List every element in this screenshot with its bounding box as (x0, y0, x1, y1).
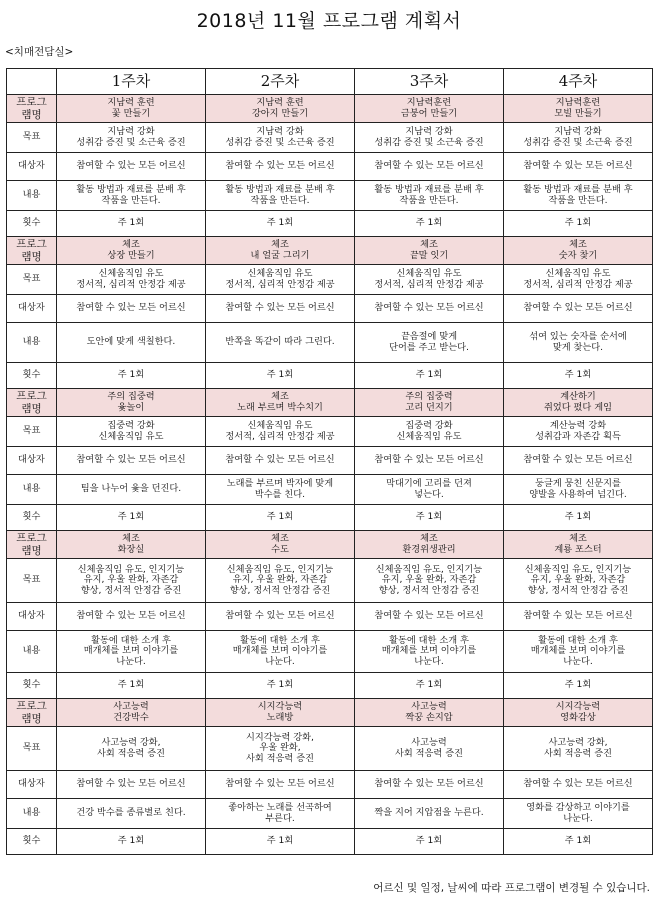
goal-cell: 지남력 강화 성취감 증진 및 소근육 증진 (206, 123, 355, 153)
content-cell: 활동에 대한 소개 후 매개체를 보며 이야기를 나눈다. (206, 631, 355, 673)
target-cell: 참여할 수 있는 모든 어르신 (206, 153, 355, 181)
goal-cell: 집중력 강화 신체움직임 유도 (57, 417, 206, 447)
frequency-cell: 주 1회 (355, 829, 504, 855)
frequency-cell: 주 1회 (206, 829, 355, 855)
program-plan-table (6, 68, 653, 855)
content-cell: 막대기에 고리를 던져 넣는다. (355, 475, 504, 505)
target-row (7, 447, 653, 475)
target-row (7, 603, 653, 631)
frequency-cell: 주 1회 (57, 363, 206, 389)
program-name-cell: 지남력훈련 모빌 만들기 (504, 95, 653, 123)
target-cell: 참여할 수 있는 모든 어르신 (206, 295, 355, 323)
frequency-row (7, 829, 653, 855)
content-cell: 활동에 대한 소개 후 매개체를 보며 이야기를 나눈다. (57, 631, 206, 673)
program-name-cell: 주의 집중력 윷놀이 (57, 389, 206, 417)
content-cell: 좋아하는 노래를 선곡하여 부른다. (206, 799, 355, 829)
frequency-row (7, 211, 653, 237)
frequency-label: 횟수 (7, 829, 57, 855)
program-name-cell: 체조 환경위생관리 (355, 531, 504, 559)
content-cell: 둥글게 뭉친 신문지를 양발을 사용하여 넘긴다. (504, 475, 653, 505)
target-cell: 참여할 수 있는 모든 어르신 (355, 603, 504, 631)
program-name-cell: 체조 끝말 잇기 (355, 237, 504, 265)
content-cell: 건강 박수를 종류별로 친다. (57, 799, 206, 829)
goal-cell: 시지각능력 강화, 우울 완화, 사회 적응력 증진 (206, 727, 355, 771)
frequency-label: 횟수 (7, 673, 57, 699)
goal-label: 목표 (7, 417, 57, 447)
page-title: 2018년 11월 프로그램 계획서 (196, 10, 462, 32)
target-label: 대상자 (7, 603, 57, 631)
frequency-cell: 주 1회 (57, 505, 206, 531)
content-row (7, 475, 653, 505)
content-cell: 도안에 맞게 색칠한다. (57, 323, 206, 363)
department-label: <치매전담실> (5, 46, 74, 58)
content-cell: 짝을 지어 지압점을 누른다. (355, 799, 504, 829)
program-name-row (7, 531, 653, 559)
content-cell: 팀을 나누어 윷을 던진다. (57, 475, 206, 505)
goal-cell: 신체움직임 유도 정서적, 심리적 안정감 제공 (57, 265, 206, 295)
content-row (7, 799, 653, 829)
frequency-cell: 주 1회 (206, 211, 355, 237)
program-name-cell: 지남력 훈련 꽃 만들기 (57, 95, 206, 123)
goal-cell: 신체움직임 유도 정서적, 심리적 안정감 제공 (206, 265, 355, 295)
target-cell: 참여할 수 있는 모든 어르신 (355, 153, 504, 181)
week-header: 3주차 (355, 69, 504, 95)
goal-cell: 지남력 강화 성취감 증진 및 소근육 증진 (57, 123, 206, 153)
target-cell: 참여할 수 있는 모든 어르신 (206, 771, 355, 799)
target-cell: 참여할 수 있는 모든 어르신 (504, 153, 653, 181)
frequency-cell: 주 1회 (57, 829, 206, 855)
target-cell: 참여할 수 있는 모든 어르신 (206, 447, 355, 475)
goal-row (7, 559, 653, 603)
program-name-cell: 지남력 훈련 강아지 만들기 (206, 95, 355, 123)
frequency-cell: 주 1회 (206, 673, 355, 699)
program-name-cell: 체조 내 얼굴 그리기 (206, 237, 355, 265)
goal-cell: 사고능력 사회 적응력 증진 (355, 727, 504, 771)
target-cell: 참여할 수 있는 모든 어르신 (355, 295, 504, 323)
target-cell: 참여할 수 있는 모든 어르신 (504, 447, 653, 475)
goal-row (7, 123, 653, 153)
frequency-cell: 주 1회 (57, 673, 206, 699)
frequency-label: 횟수 (7, 505, 57, 531)
content-cell: 영화를 감상하고 이야기를 나눈다. (504, 799, 653, 829)
program-name-cell: 지남력훈련 금붕어 만들기 (355, 95, 504, 123)
target-cell: 참여할 수 있는 모든 어르신 (504, 771, 653, 799)
content-cell: 활동 방법과 재료를 분배 후 작품을 만든다. (57, 181, 206, 211)
frequency-row (7, 505, 653, 531)
program-name-cell: 체조 숫자 찾기 (504, 237, 653, 265)
target-row (7, 153, 653, 181)
goal-cell: 신체움직임 유도, 인지기능 유지, 우울 완화, 자존감 향상, 정서적 안정감 증진 (57, 559, 206, 603)
program-name-row (7, 237, 653, 265)
frequency-cell: 주 1회 (206, 505, 355, 531)
goal-cell: 사고능력 강화, 사회 적응력 증진 (57, 727, 206, 771)
target-row (7, 771, 653, 799)
header-row (7, 69, 653, 95)
frequency-cell: 주 1회 (504, 505, 653, 531)
target-label: 대상자 (7, 447, 57, 475)
program-name-cell: 체조 상장 만들기 (57, 237, 206, 265)
program-name-row (7, 389, 653, 417)
target-cell: 참여할 수 있는 모든 어르신 (57, 603, 206, 631)
content-row (7, 323, 653, 363)
program-name-cell: 체조 노래 부르며 박수치기 (206, 389, 355, 417)
frequency-cell: 주 1회 (504, 363, 653, 389)
goal-label: 목표 (7, 559, 57, 603)
content-cell: 끝음절에 맞게 단어를 주고 받는다. (355, 323, 504, 363)
frequency-row (7, 363, 653, 389)
goal-cell: 신체움직임 유도 정서적, 심리적 안정감 제공 (355, 265, 504, 295)
content-label: 내용 (7, 181, 57, 211)
frequency-cell: 주 1회 (355, 505, 504, 531)
goal-label: 목표 (7, 265, 57, 295)
goal-cell: 계산능력 강화 성취감과 자존감 획득 (504, 417, 653, 447)
content-cell: 활동 방법과 재료를 분배 후 작품을 만든다. (355, 181, 504, 211)
program-name-label: 프로그 램명 (7, 699, 57, 727)
program-name-cell: 주의 집중력 고리 던지기 (355, 389, 504, 417)
frequency-cell: 주 1회 (504, 829, 653, 855)
footnote: 어르신 및 일정, 날씨에 따라 프로그램이 변경될 수 있습니다. (373, 882, 650, 894)
program-name-label: 프로그 램명 (7, 95, 57, 123)
program-name-label: 프로그 램명 (7, 389, 57, 417)
goal-row (7, 417, 653, 447)
content-cell: 활동 방법과 재료를 분배 후 작품을 만든다. (206, 181, 355, 211)
target-cell: 참여할 수 있는 모든 어르신 (57, 771, 206, 799)
program-name-row (7, 95, 653, 123)
content-cell: 노래를 부르며 박자에 맞게 박수를 친다. (206, 475, 355, 505)
program-name-label: 프로그 램명 (7, 531, 57, 559)
goal-cell: 지남력 강화 성취감 증진 및 소근육 증진 (355, 123, 504, 153)
content-label: 내용 (7, 799, 57, 829)
frequency-cell: 주 1회 (206, 363, 355, 389)
content-label: 내용 (7, 475, 57, 505)
content-cell: 활동에 대한 소개 후 매개체를 보며 이야기를 나눈다. (504, 631, 653, 673)
target-cell: 참여할 수 있는 모든 어르신 (57, 295, 206, 323)
program-name-cell: 시지각능력 노래방 (206, 699, 355, 727)
plan-body (7, 95, 653, 855)
frequency-row (7, 673, 653, 699)
goal-cell: 집중력 강화 신체움직임 유도 (355, 417, 504, 447)
target-label: 대상자 (7, 295, 57, 323)
target-cell: 참여할 수 있는 모든 어르신 (355, 447, 504, 475)
program-name-cell: 시지각능력 영화감상 (504, 699, 653, 727)
goal-row (7, 265, 653, 295)
goal-cell: 지남력 강화 성취감 증진 및 소근육 증진 (504, 123, 653, 153)
target-cell: 참여할 수 있는 모든 어르신 (57, 153, 206, 181)
program-name-row (7, 699, 653, 727)
target-cell: 참여할 수 있는 모든 어르신 (57, 447, 206, 475)
goal-row (7, 727, 653, 771)
content-row (7, 631, 653, 673)
target-cell: 참여할 수 있는 모든 어르신 (355, 771, 504, 799)
frequency-cell: 주 1회 (355, 363, 504, 389)
goal-cell: 신체움직임 유도 정서적, 심리적 안정감 제공 (206, 417, 355, 447)
content-cell: 활동 방법과 재료를 분배 후 작품을 만든다. (504, 181, 653, 211)
target-cell: 참여할 수 있는 모든 어르신 (504, 603, 653, 631)
target-cell: 참여할 수 있는 모든 어르신 (504, 295, 653, 323)
program-name-cell: 체조 수도 (206, 531, 355, 559)
goal-cell: 신체움직임 유도, 인지기능 유지, 우울 완화, 자존감 향상, 정서적 안정감 증진 (355, 559, 504, 603)
content-label: 내용 (7, 631, 57, 673)
program-name-cell: 체조 계룡 포스터 (504, 531, 653, 559)
target-label: 대상자 (7, 771, 57, 799)
frequency-cell: 주 1회 (355, 211, 504, 237)
goal-cell: 신체움직임 유도, 인지기능 유지, 우울 완화, 자존감 향상, 정서적 안정감 증진 (504, 559, 653, 603)
week-header: 2주차 (206, 69, 355, 95)
frequency-cell: 주 1회 (355, 673, 504, 699)
goal-label: 목표 (7, 727, 57, 771)
program-name-cell: 체조 화장실 (57, 531, 206, 559)
frequency-cell: 주 1회 (57, 211, 206, 237)
goal-cell: 신체움직임 유도, 인지기능 유지, 우울 완화, 자존감 향상, 정서적 안정감 증진 (206, 559, 355, 603)
corner-cell (7, 69, 57, 95)
content-cell: 섞여 있는 숫자를 순서에 맞게 찾는다. (504, 323, 653, 363)
content-cell: 반쪽을 똑같이 따라 그린다. (206, 323, 355, 363)
content-cell: 활동에 대한 소개 후 매개체를 보며 이야기를 나눈다. (355, 631, 504, 673)
frequency-label: 횟수 (7, 363, 57, 389)
target-label: 대상자 (7, 153, 57, 181)
frequency-cell: 주 1회 (504, 211, 653, 237)
content-label: 내용 (7, 323, 57, 363)
goal-cell: 신체움직임 유도 정서적, 심리적 안정감 제공 (504, 265, 653, 295)
week-header: 4주차 (504, 69, 653, 95)
content-row (7, 181, 653, 211)
target-row (7, 295, 653, 323)
frequency-label: 횟수 (7, 211, 57, 237)
program-name-cell: 사고능력 짝꿍 손지압 (355, 699, 504, 727)
program-name-label: 프로그 램명 (7, 237, 57, 265)
goal-label: 목표 (7, 123, 57, 153)
program-name-cell: 사고능력 건강박수 (57, 699, 206, 727)
program-name-cell: 계산하기 쥐었다 폈다 게임 (504, 389, 653, 417)
target-cell: 참여할 수 있는 모든 어르신 (206, 603, 355, 631)
goal-cell: 사고능력 강화, 사회 적응력 증진 (504, 727, 653, 771)
frequency-cell: 주 1회 (504, 673, 653, 699)
week-header: 1주차 (57, 69, 206, 95)
